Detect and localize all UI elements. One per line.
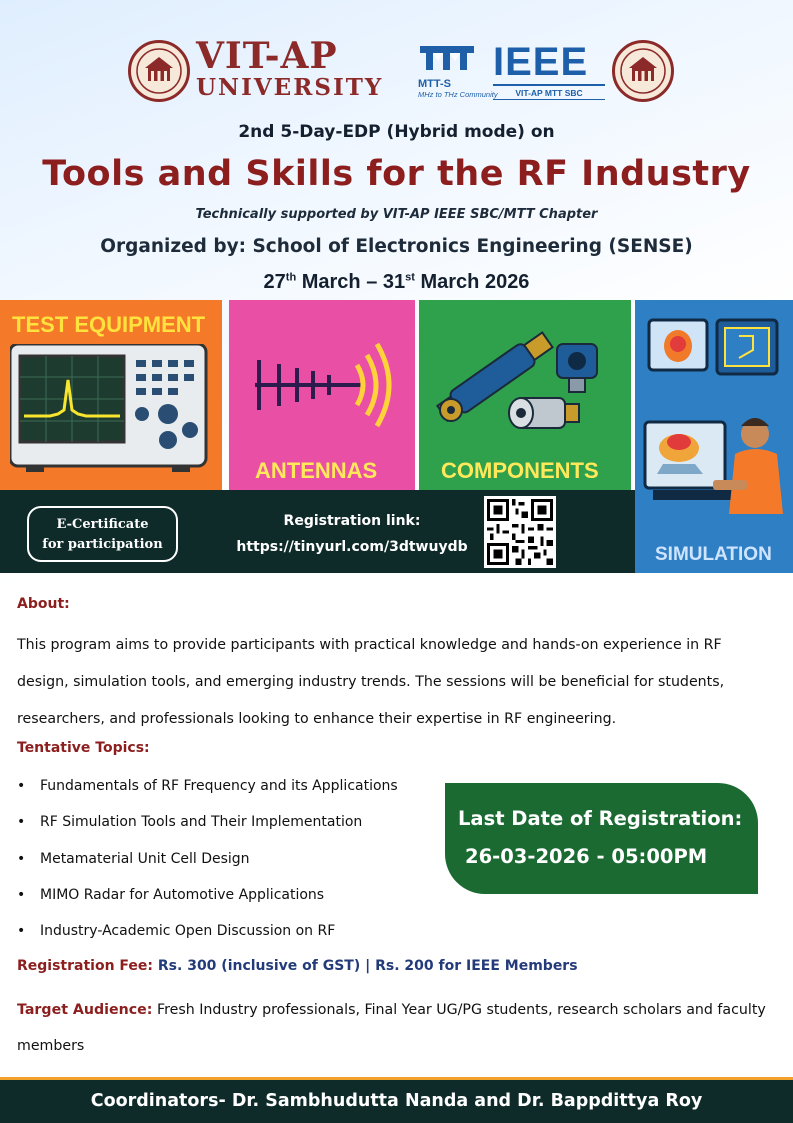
simulation-panel bbox=[635, 300, 793, 573]
audience-label: Target Audience: bbox=[17, 1002, 153, 1018]
bullet-icon: • bbox=[17, 814, 26, 830]
topic-text: Fundamentals of RF Frequency and its Applications bbox=[40, 778, 398, 794]
qr-code-icon bbox=[487, 499, 553, 565]
vit-name-line2: UNIVERSITY bbox=[196, 74, 384, 101]
target-audience bbox=[17, 992, 767, 1064]
date-start-suffix: th bbox=[285, 271, 297, 284]
ieee-wordmark: IEEE bbox=[493, 40, 589, 84]
vit-seal-logo bbox=[128, 40, 190, 102]
antenna-icon bbox=[249, 330, 399, 450]
antennas-panel bbox=[229, 300, 415, 490]
topic-text: Metamaterial Unit Cell Design bbox=[40, 851, 250, 867]
bullet-icon: • bbox=[17, 778, 26, 794]
topic-item bbox=[17, 851, 250, 867]
about-text: This program aims to provide participants with practical knowledge and hands-on experience in RF design, simulation tools, and emerging industry trends. The sessions will be beneficial for students, researchers, and professionals looking to enhance their expertise in RF engineering. bbox=[17, 637, 725, 727]
topic-item bbox=[17, 887, 324, 903]
simulation-workstation-icon bbox=[643, 314, 787, 540]
organizer-line: Organized by: School of Electronics Engineering (SENSE) bbox=[100, 236, 693, 257]
mtt-s-label: MTT-S bbox=[418, 78, 451, 90]
registration-link-label: Registration link: bbox=[283, 513, 421, 529]
coordinators-footer: Coordinators- Dr. Sambhudutta Nanda and Dr. Bappdittya Roy bbox=[0, 1077, 793, 1123]
date-end-suffix: st bbox=[405, 271, 415, 284]
topic-item bbox=[17, 778, 398, 794]
date-start-month: March – bbox=[296, 271, 383, 293]
registration-qr-code[interactable] bbox=[484, 496, 556, 568]
topics-heading: Tentative Topics: bbox=[17, 740, 150, 756]
bullet-icon: • bbox=[17, 923, 26, 939]
rf-connector-icon bbox=[429, 312, 624, 454]
simulation-caption: SIMULATION bbox=[655, 544, 772, 565]
antennas-caption: ANTENNAS bbox=[255, 458, 378, 483]
vit-seal-logo-right bbox=[612, 40, 674, 102]
vit-name-line1: VIT-AP bbox=[196, 35, 338, 77]
date-end-month: March 2026 bbox=[414, 271, 530, 293]
bullet-icon: • bbox=[17, 851, 26, 867]
fee-label: Registration Fee: bbox=[17, 958, 154, 974]
e-certificate-badge bbox=[27, 506, 178, 562]
registration-fee bbox=[17, 958, 578, 974]
about-heading: About: bbox=[17, 596, 70, 612]
topic-text: Industry-Academic Open Discussion on RF bbox=[40, 923, 336, 939]
deadline-value: 26-03-2026 - 05:00PM bbox=[465, 845, 708, 868]
event-title: Tools and Skills for the RF Industry bbox=[42, 154, 751, 194]
mtt-s-tagline: MHz to THz Community bbox=[418, 90, 498, 99]
e-certificate-line1: E-Certificate bbox=[56, 517, 149, 532]
date-start-day: 27 bbox=[263, 271, 286, 293]
audience-value: Fresh Industry professionals, Final Year UG/PG students, research scholars and faculty members bbox=[17, 1002, 766, 1054]
event-dates bbox=[0, 271, 793, 294]
vit-ap-university-wordmark bbox=[196, 35, 384, 101]
components-panel bbox=[419, 300, 631, 490]
test-equipment-caption: TEST EQUIPMENT bbox=[12, 312, 206, 337]
registration-deadline-box bbox=[445, 783, 758, 894]
bullet-icon: • bbox=[17, 887, 26, 903]
e-certificate-line2: for participation bbox=[42, 537, 163, 552]
spectrum-analyzer-icon bbox=[10, 344, 210, 474]
mtt-s-emblem-icon bbox=[418, 44, 476, 72]
date-end-day: 31 bbox=[382, 271, 406, 293]
components-caption: COMPONENTS bbox=[441, 458, 599, 483]
technical-support-line: Technically supported by VIT-AP IEEE SBC/MTT Chapter bbox=[195, 207, 598, 222]
ieee-logo bbox=[493, 42, 605, 100]
fee-value: Rs. 300 (inclusive of GST) | Rs. 200 for IEEE Members bbox=[157, 958, 578, 974]
test-equipment-panel bbox=[0, 300, 222, 490]
edp-subtitle: 2nd 5-Day-EDP (Hybrid mode) on bbox=[238, 122, 555, 142]
registration-link[interactable]: https://tinyurl.com/3dtwuydb bbox=[236, 539, 468, 555]
mtt-s-logo bbox=[418, 44, 498, 99]
ieee-branch-label: VIT-AP MTT SBC bbox=[493, 84, 605, 100]
topic-text: RF Simulation Tools and Their Implementation bbox=[40, 814, 363, 830]
topic-item bbox=[17, 923, 335, 939]
topic-item bbox=[17, 814, 362, 830]
deadline-label: Last Date of Registration: bbox=[458, 807, 743, 830]
topic-text: MIMO Radar for Automotive Applications bbox=[40, 887, 325, 903]
